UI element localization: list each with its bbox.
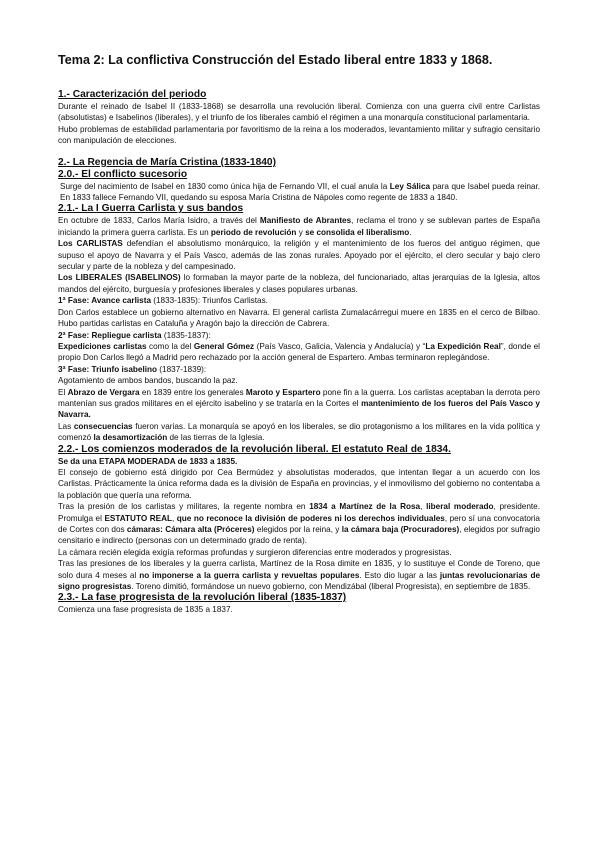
paragraph: Don Carlos establece un gobierno alternativo en Navarra. El general carlista Zumalacárregui muere en 1835 en el cerco de Bilbao. Hubo partidas carlistas en Cataluña y Aragón bajo la dirección de Cabrera. [58,307,540,329]
phase-heading: 3ª Fase: Triunfo isabelino (1837-1839): [58,364,207,374]
paragraph: El Abrazo de Vergara en 1839 entre los generales Maroto y Espartero pone fin a la guerra. Los carlistas aceptaban la derrota pero mantenían sus grados militares en el ejército isabelino y se trataría en la Cortes el mantenimiento de los fueros del País Vasco y Navarra. [58,387,540,420]
subsection-heading-2-2: 2.2.- Los comienzos moderados de la revolución liberal. El estatuto Real de 1834. [58,443,451,455]
paragraph: Hubo problemas de estabilidad parlamentaria por favoritismo de la reina a los moderados, levantamiento militar y sufragio censitario con manipulación de elecciones. [58,124,540,146]
paragraph: En octubre de 1833, Carlos María Isidro, a través del Manifiesto de Abrantes, reclama el trono y se sublevan partes de España iniciando la primera guerra carlista. Es un periodo de revolución y se consolida el liberalismo. [58,216,541,237]
subsection-heading-2-0: 2.0.- El conflicto sucesorio [58,168,188,180]
subsection-heading-2-3: 2.3.- La fase progresista de la revolución liberal (1835-1837) [58,592,347,604]
paragraph: Los CARLISTAS defendían el absolutismo monárquico, la religión y el mantenimiento de los fueros del antiguo régimen, que supuso el apoyo de Navarra y el País Vasco, además de las zonas rurales. Apoyado por el ejército, el clero secular y bajo clero secular y parte de la nobleza y del campesinado. [58,239,540,272]
paragraph: Agotamiento de ambos bandos, buscando la paz. [58,376,238,386]
section-heading-1: 1.- Caracterización del periodo [58,89,207,100]
paragraph: Tras las presiones de los liberales y la guerra carlista, Martínez de la Rosa dimite en 1835, y lo sustituye el Conde de Toreno, que solo dura 4 meses al no imponerse a la guerra carlista y revueltas populares. Esto dio lugar a las juntas revolucionarias de signo progresistas. Toreno dimitió, formándose un nuevo gobierno, con Mendizábal (liberal Progresista), en septiembre de 1835. [58,559,540,592]
page-title: Tema 2: La conflictiva Construcción del Estado liberal entre 1833 y 1868. [58,53,493,67]
paragraph: Los LIBERALES (ISABELINOS) lo formaban la mayor parte de la nobleza, del funcionariado, altas jerarquías de la Iglesia, altos mandos del ejército, burguesía y profesiones liberales y clases populares urbanas. [58,273,540,294]
paragraph: Comienza una fase progresista de 1835 a 1837. [58,605,233,615]
paragraph: Las consecuencias fueron varias. La monarquía se apoyó en los liberales, se dio protagonismo a los militares en la vida política y comenzó la desamortización de las tierras de la Iglesia. [58,421,540,443]
paragraph: Tras la presión de los carlistas y militares, la regente nombra en 1834 a Martínez de la Rosa, liberal moderado, presidente. Promulga el ESTATUTO REAL, que no reconoce la división de poderes ni los derechos individuales, pero sí una convocatoria de Cortes con dos cámaras: Cámara alta (Próceres) elegidos por la reina, y la cámara baja (Procuradores), elegidos por sufragio censitario e indirecto (personas con un determinado grado de renta). [58,502,540,546]
paragraph: Surge del nacimiento de Isabel en 1830 como única hija de Fernando VII, el cual anula la Ley Sálica para que Isabel pueda reinar. En 1833 fallece Fernando VII, quedando su esposa María Cristina de Nápoles como regente de 1833 a 1840. [60,181,540,203]
subsection-heading-2-1: 2.1.- La I Guerra Carlista y sus bandos [58,203,244,215]
section-heading-2: 2.- La Regencia de María Cristina (1833-1840) [58,156,276,168]
phase-heading: 2ª Fase: Repliegue carlista (1835-1837): [58,330,211,340]
paragraph: El consejo de gobierno está dirigido por Cea Bermúdez y absolutistas moderados, que intentan llegar a un acuerdo con los Carlistas. Prácticamente la única reforma dada es la división de España en provincias, y el inmovilismo del gobierno no contentaba a la población que quería una reforma. [58,467,540,500]
phase-heading: 1ª Fase: Avance carlista (1833-1835): Triunfos Carlistas. [58,296,268,306]
paragraph: Durante el reinado de Isabel II (1833-1868) se desarrolla una revolución liberal. Comienza con una guerra civil entre Carlistas (absolutistas) e Isabelinos (liberales), y el triunfo de los liberales cambió el régimen a una monarquía constitucional parlamentaria. [58,102,540,123]
paragraph: Expediciones carlistas como la del General Gómez (País Vasco, Galicia, Valencia y Andalucía) y “La Expedición Real”, donde el propio Don Carlos llegó a Madrid pero rechazado por la acción general de Espartero. Ambas terminaron replegándose. [58,341,540,363]
paragraph: La cámara recién elegida exigía reformas profundas y surgieron diferencias entre moderados y progresistas. [58,547,452,557]
paragraph: Se da una ETAPA MODERADA de 1833 a 1835. [58,456,238,466]
